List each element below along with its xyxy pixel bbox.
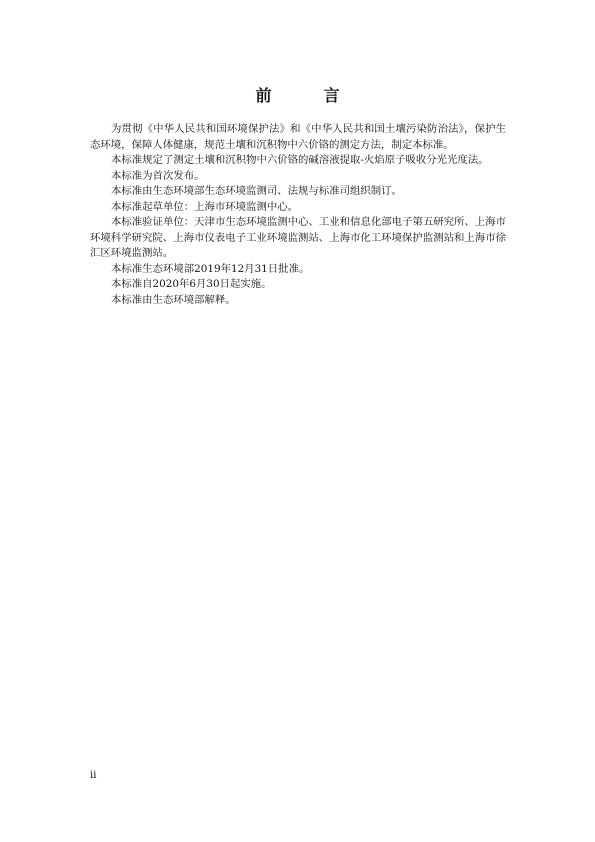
paragraph-interpretation: 本标准由生态环境部解释。 [111, 293, 236, 306]
paragraph-organizer: 本标准由生态环境部生态环境监测司、法规与标准司组织制订。 [111, 185, 402, 197]
paragraph-effective-date: 本标准自2020年6月30日起实施。 [111, 278, 272, 290]
paragraph-purpose: 为贯彻《中华人民共和国环境保护法》和《中华人民共和国土壤污染防治法》，保护生态环境，保障人体健康，规范土壤和沉积物中六价铬的测定方法，制定本标准。 [90, 123, 506, 151]
page-number: ii [90, 770, 97, 781]
paragraph-scope: 本标准规定了测定土壤和沉积物中六价铬的碱溶液提取-火焰原子吸收分光光度法。 [111, 154, 489, 166]
foreword-body [90, 122, 506, 308]
paragraph-approval: 本标准生态环境部2019年12月31日批准。 [111, 262, 310, 275]
paragraph-first-release: 本标准为首次发布。 [111, 169, 205, 182]
page-title: 前 言 [255, 86, 358, 105]
paragraph-drafter: 本标准起草单位：上海市环境监测中心。 [111, 200, 299, 213]
paragraph-validators: 本标准验证单位：天津市生态环境监测中心、工业和信息化部电子第五研究所、上海市环境科学研究院、上海市仪表电子工业环境监测站、上海市化工环境保护监测站和上海市徐汇区环境监测站。 [90, 216, 506, 259]
